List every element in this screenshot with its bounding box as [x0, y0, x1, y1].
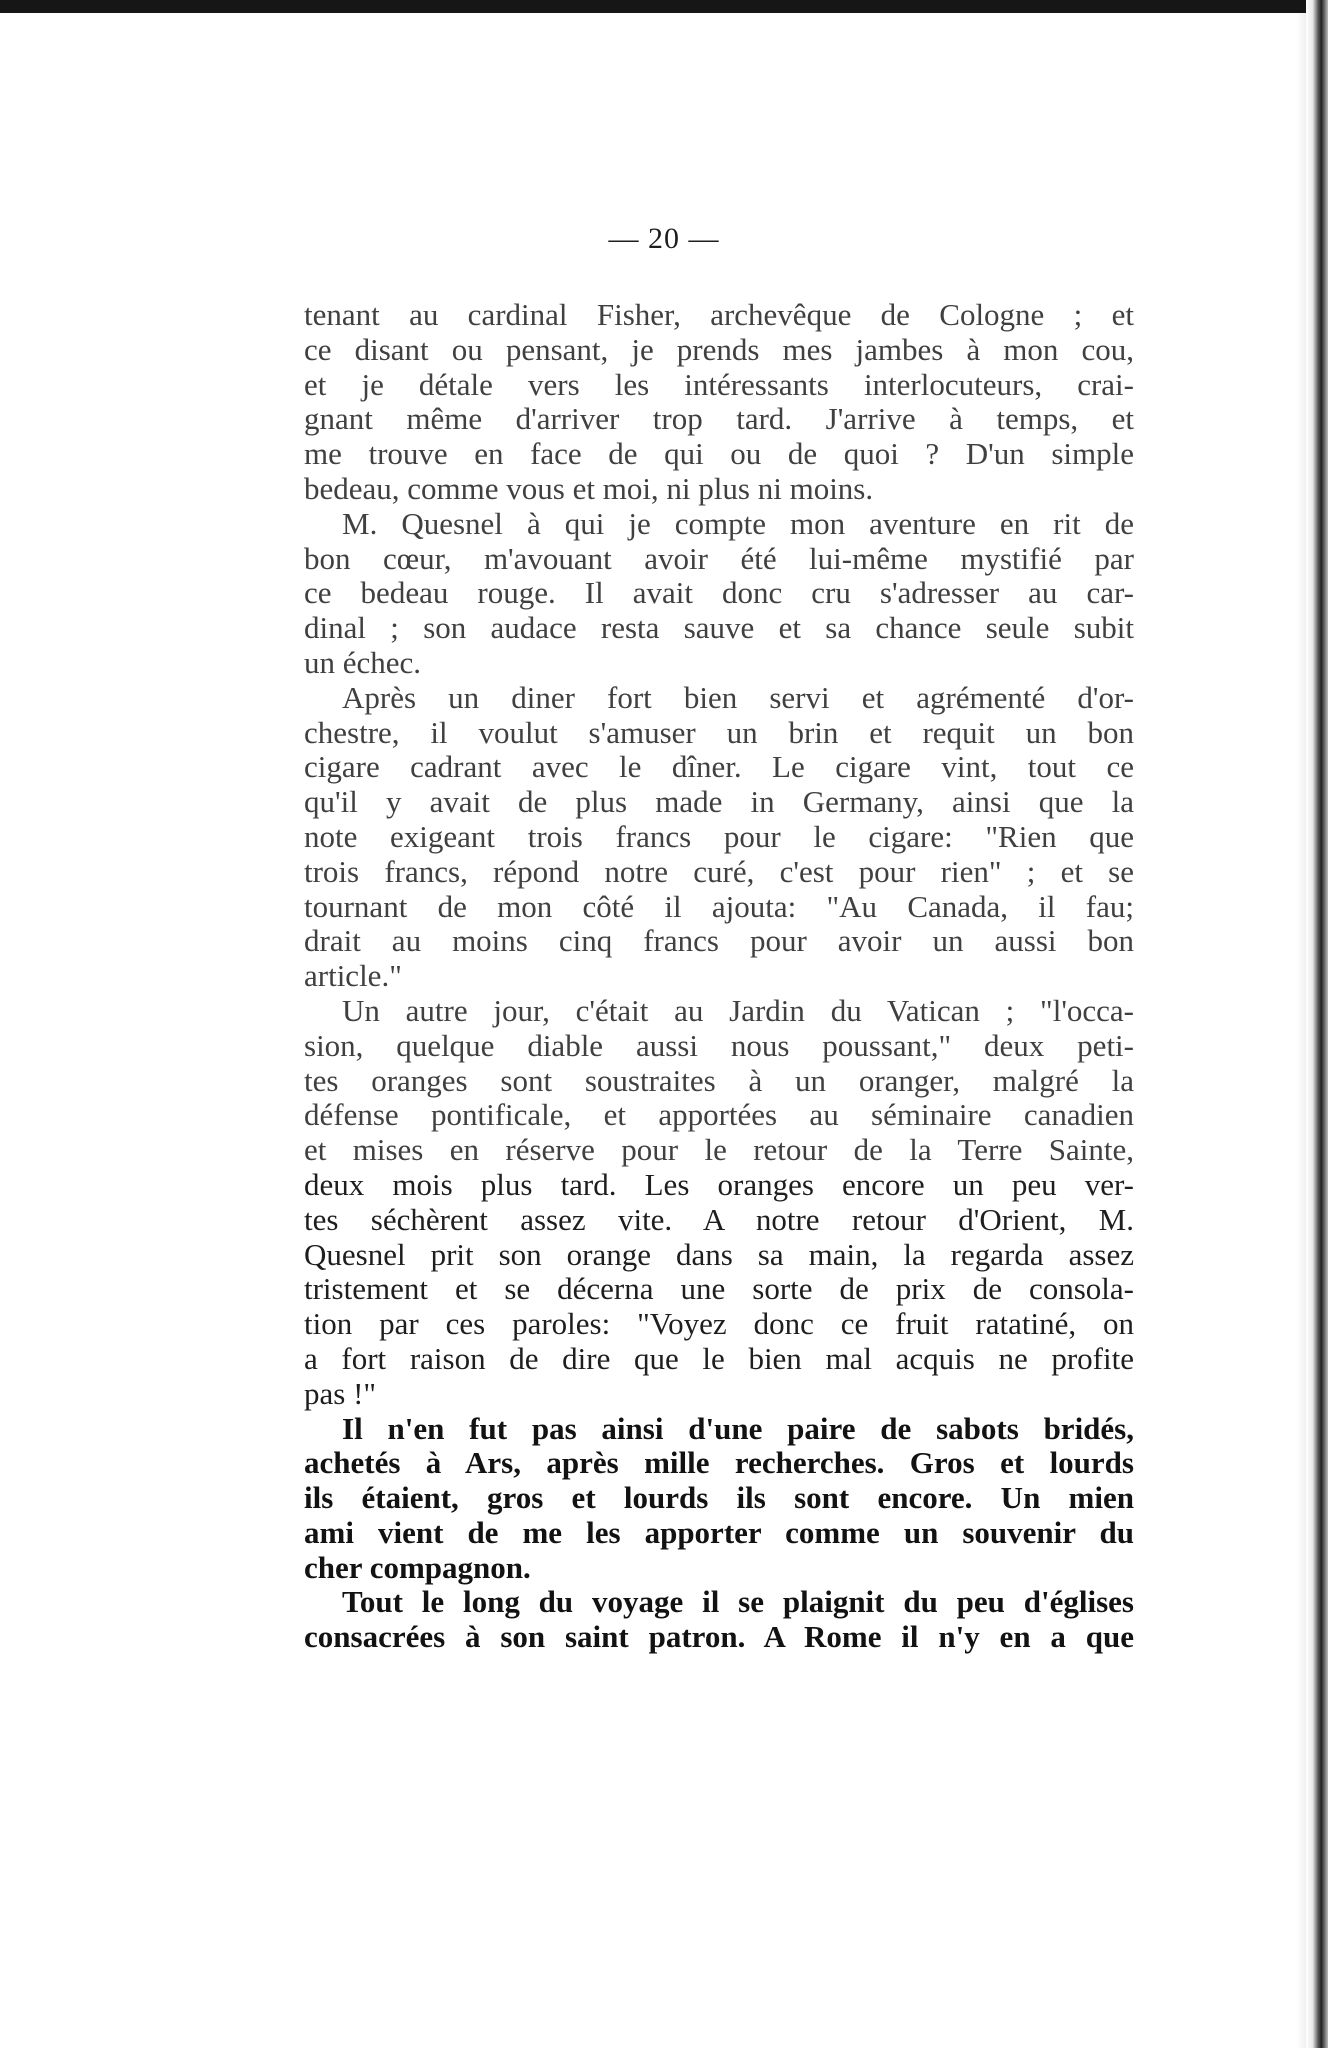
paragraph-3 [304, 681, 1134, 994]
text-line: pas !" [304, 1375, 377, 1411]
text-line: ils étaient, gros et lourds ils sont encore. Un mien [304, 1480, 1134, 1516]
text-line: ami vient de me les apporter comme un souvenir du [304, 1514, 1134, 1550]
text-line: cher compagnon. [304, 1549, 531, 1585]
scan-top-edge [0, 0, 1328, 13]
text-line: M. Quesnel à qui je compte mon aventure en rit de [342, 505, 1134, 541]
page-gutter-shadow [1296, 0, 1306, 2048]
paragraph-4 [304, 994, 1134, 1412]
paragraph-6 [304, 1585, 1134, 1655]
text-line: qu'il y avait de plus made in Germany, ainsi que la [304, 784, 1134, 820]
text-line: tenant au cardinal Fisher, archevêque de Cologne ; et [304, 297, 1134, 332]
text-line: tes séchèrent assez vite. A notre retour d'Orient, M. [304, 1201, 1134, 1237]
paragraph-1 [304, 298, 1134, 507]
text-line: trois francs, répond notre curé, c'est pour rien" ; et se [304, 853, 1134, 889]
text-line: dinal ; son audace resta sauve et sa chance seule subit [304, 610, 1134, 646]
text-line: achetés à Ars, après mille recherches. Gros et lourds [304, 1445, 1134, 1481]
text-line: deux mois plus tard. Les oranges encore un peu ver- [304, 1166, 1134, 1202]
text-line: gnant même d'arriver trop tard. J'arrive à temps, et [304, 401, 1134, 437]
text-line: cigare cadrant avec le dîner. Le cigare vint, tout ce [304, 749, 1134, 785]
page-number: — 20 — [608, 222, 720, 255]
text-line: bon cœur, m'avouant avoir été lui-même mystifié par [304, 540, 1134, 576]
text-line: note exigeant trois francs pour le cigare: "Rien que [304, 818, 1134, 854]
paragraph-5 [304, 1412, 1134, 1586]
text-line: Il n'en fut pas ainsi d'une paire de sabots bridés, [342, 1410, 1134, 1446]
text-line: consacrées à son saint patron. A Rome il n'y en a que [304, 1619, 1134, 1655]
text-line: tes oranges sont soustraites à un oranger, malgré la [304, 1062, 1134, 1098]
text-line: et je détale vers les intéressants interlocuteurs, crai- [304, 366, 1134, 402]
text-line: article." [304, 958, 402, 994]
text-line: et mises en réserve pour le retour de la Terre Sainte, [304, 1132, 1134, 1168]
scan-right-edge [1306, 0, 1328, 2048]
text-line: défense pontificale, et apportées au séminaire canadien [304, 1097, 1134, 1133]
body-text [304, 298, 1134, 1655]
text-line: drait au moins cinq francs pour avoir un aussi bon [304, 923, 1134, 959]
text-line: tristement et se décerna une sorte de prix de consola- [304, 1271, 1134, 1307]
text-line: bedeau, comme vous et moi, ni plus ni moins. [304, 470, 874, 506]
text-line: Tout le long du voyage il se plaignit du peu d'églises [342, 1584, 1134, 1620]
text-line: sion, quelque diable aussi nous poussant," deux peti- [304, 1027, 1134, 1063]
text-line: Quesnel prit son orange dans sa main, la regarda assez [304, 1236, 1134, 1272]
text-line: Après un diner fort bien servi et agrémenté d'or- [342, 679, 1134, 715]
text-line: un échec. [304, 644, 422, 680]
text-line: a fort raison de dire que le bien mal acquis ne profite [304, 1340, 1134, 1376]
text-line: ce disant ou pensant, je prends mes jambes à mon cou, [304, 331, 1134, 367]
text-line: Un autre jour, c'était au Jardin du Vatican ; "l'occa- [342, 992, 1134, 1028]
text-line: tournant de mon côté il ajouta: "Au Canada, il fau; [304, 888, 1134, 924]
text-line: ce bedeau rouge. Il avait donc cru s'adresser au car- [304, 575, 1134, 611]
text-line: chestre, il voulut s'amuser un brin et requit un bon [304, 714, 1134, 750]
paragraph-2 [304, 507, 1134, 681]
text-line: tion par ces paroles: "Voyez donc ce fruit ratatiné, on [304, 1306, 1134, 1342]
text-line: me trouve en face de qui ou de quoi ? D'un simple [304, 436, 1134, 472]
